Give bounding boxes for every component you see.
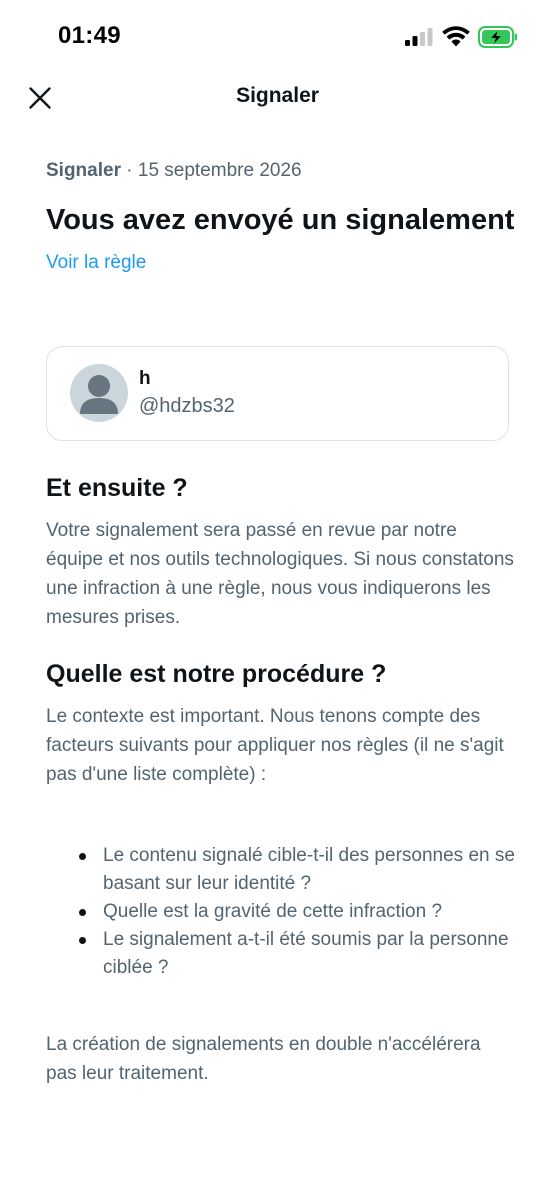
battery-charging-icon <box>478 26 518 48</box>
account-handle: @hdzbs32 <box>139 395 235 417</box>
next-steps-heading: Et ensuite ? <box>46 474 188 502</box>
report-date: 15 septembre 2026 <box>137 160 302 181</box>
factors-list <box>46 842 516 982</box>
next-steps-body: Votre signalement sera passé en revue par notre équipe et nos outils technologiques. Si nous constatons une infraction à une règle, nous vous indiquerons les mesures prises. <box>46 520 514 628</box>
procedure-heading: Quelle est notre procédure ? <box>46 660 387 688</box>
view-rule-link[interactable]: Voir la règle <box>46 252 147 273</box>
default-avatar-icon <box>70 364 128 422</box>
report-category: Signaler <box>46 160 121 181</box>
wifi-icon <box>442 26 470 47</box>
report-meta <box>46 156 516 186</box>
nav-title: Signaler <box>236 84 319 107</box>
report-title: Vous avez envoyé un signalement <box>46 204 515 236</box>
factor-item: Le signalement a-t-il été soumis par la personne ciblée ? <box>46 926 516 982</box>
signal-bars-icon <box>405 28 435 46</box>
procedure-body: Le contexte est important. Nous tenons compte des facteurs suivants pour appliquer nos règles (il ne s'agit pas d'une liste complète) : <box>46 706 504 785</box>
nav-bar <box>0 74 555 124</box>
account-name: h <box>139 368 151 389</box>
next-steps-section <box>46 472 516 632</box>
factor-item: Quelle est la gravité de cette infraction ? <box>46 898 516 926</box>
report-content <box>46 156 516 1084</box>
factor-item: Le contenu signalé cible-t-il des personnes en se basant sur leur identité ? <box>46 842 516 898</box>
status-bar <box>0 0 555 74</box>
procedure-section <box>46 658 516 789</box>
duplicate-report-note: La création de signalements en double n'accélérera pas leur traitement. <box>46 1034 481 1084</box>
status-time: 01:49 <box>58 22 121 49</box>
reported-account-card[interactable] <box>46 346 509 441</box>
meta-separator: · <box>120 160 138 181</box>
